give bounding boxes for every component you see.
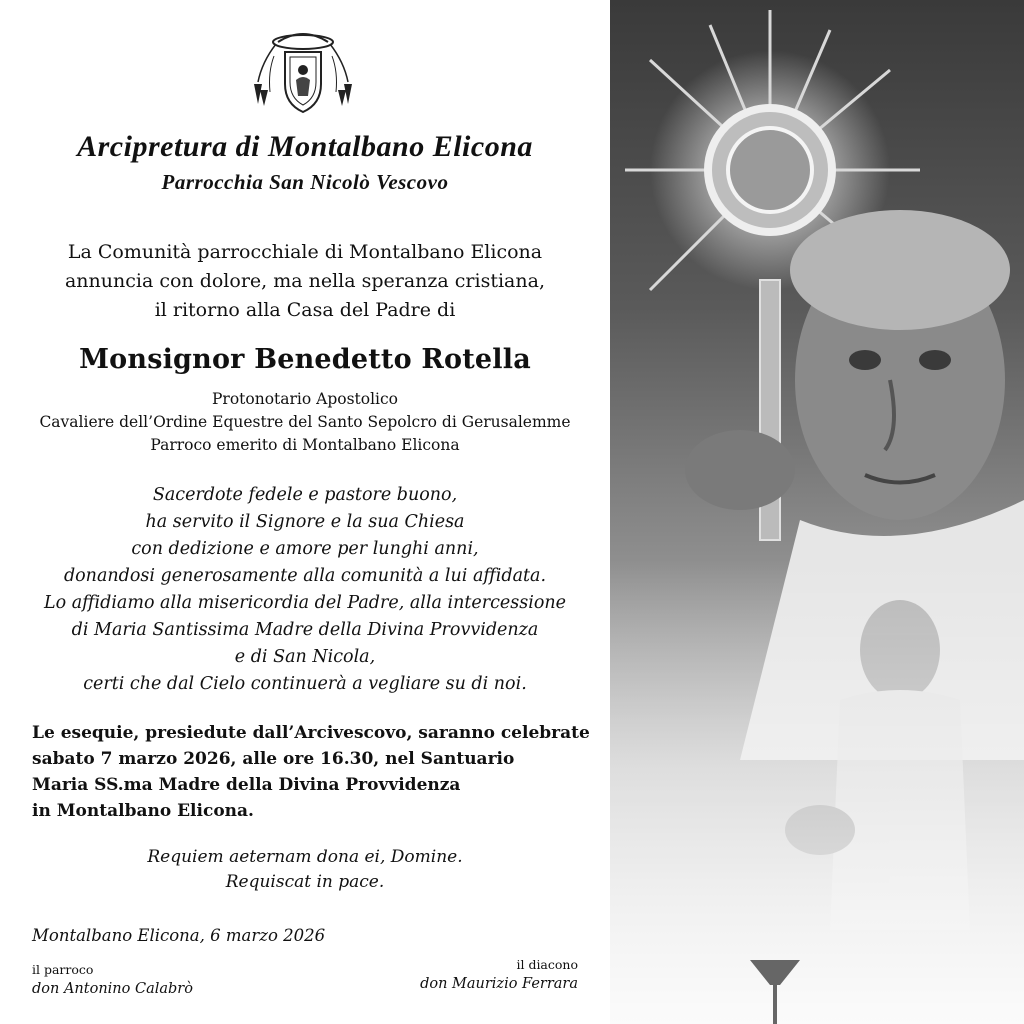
praise-line: Sacerdote fedele e pastore buono,	[152, 485, 458, 505]
announcement-text	[0, 238, 610, 325]
signature-name: don Antonino Calabrò	[32, 981, 193, 997]
praise-line: donandosi generosamente alla comunità a lui affidata.	[63, 566, 547, 586]
priest-photo	[610, 0, 1024, 1024]
praise-text	[0, 482, 610, 698]
deceased-titles	[0, 388, 610, 457]
funeral-line: sabato 7 marzo 2026, alle ore 16.30, nel Santuario	[32, 749, 515, 769]
signature-role: il diacono	[516, 957, 578, 972]
requiem-prayer	[0, 845, 610, 895]
parish-title: Arcipretura di Montalbano Elicona	[77, 130, 533, 163]
requiem-line: Requiscat in pace.	[225, 872, 385, 892]
requiem-line: Requiem aeternam dona ei, Domine.	[147, 847, 463, 867]
praise-line: con dedizione e amore per lunghi anni,	[131, 539, 479, 559]
praise-line: di Maria Santissima Madre della Divina Provvidenza	[71, 620, 539, 640]
signature-role: il parroco	[32, 962, 94, 977]
funeral-line: Maria SS.ma Madre della Divina Provvidenza	[32, 775, 461, 795]
praise-line: certi che dal Cielo continuerà a vegliare su di noi.	[83, 674, 527, 694]
funeral-details	[32, 720, 592, 824]
title-line: Parroco emerito di Montalbano Elicona	[150, 436, 460, 454]
announcement-line: annuncia con dolore, ma nella speranza cristiana,	[64, 270, 545, 292]
title-line: Cavaliere dell’Ordine Equestre del Santo Sepolcro di Gerusalemme	[39, 413, 571, 431]
place-date: Montalbano Elicona, 6 marzo 2026	[32, 926, 326, 945]
praise-line: e di San Nicola,	[234, 647, 376, 667]
praise-line: Lo affidiamo alla misericordia del Padre, alla intercessione	[43, 593, 566, 613]
deceased-name: Monsignor Benedetto Rotella	[79, 344, 531, 375]
title-line: Protonotario Apostolico	[211, 390, 399, 408]
signature-parish-priest	[32, 962, 193, 997]
announcement-line: il ritorno alla Casa del Padre di	[154, 299, 456, 321]
signature-deacon	[420, 957, 578, 992]
funeral-line: Le esequie, presiedute dall’Arcivescovo, saranno celebrate	[32, 723, 590, 743]
praise-line: ha servito il Signore e la sua Chiesa	[145, 512, 465, 532]
photo-illustration	[610, 0, 1024, 1024]
parish-subtitle: Parrocchia San Nicolò Vescovo	[161, 170, 449, 194]
signature-name: don Maurizio Ferrara	[420, 976, 578, 992]
funeral-line: in Montalbano Elicona.	[32, 801, 254, 821]
coat-of-arms-icon	[248, 22, 358, 117]
announcement-line: La Comunità parrocchiale di Montalbano Elicona	[67, 241, 543, 263]
